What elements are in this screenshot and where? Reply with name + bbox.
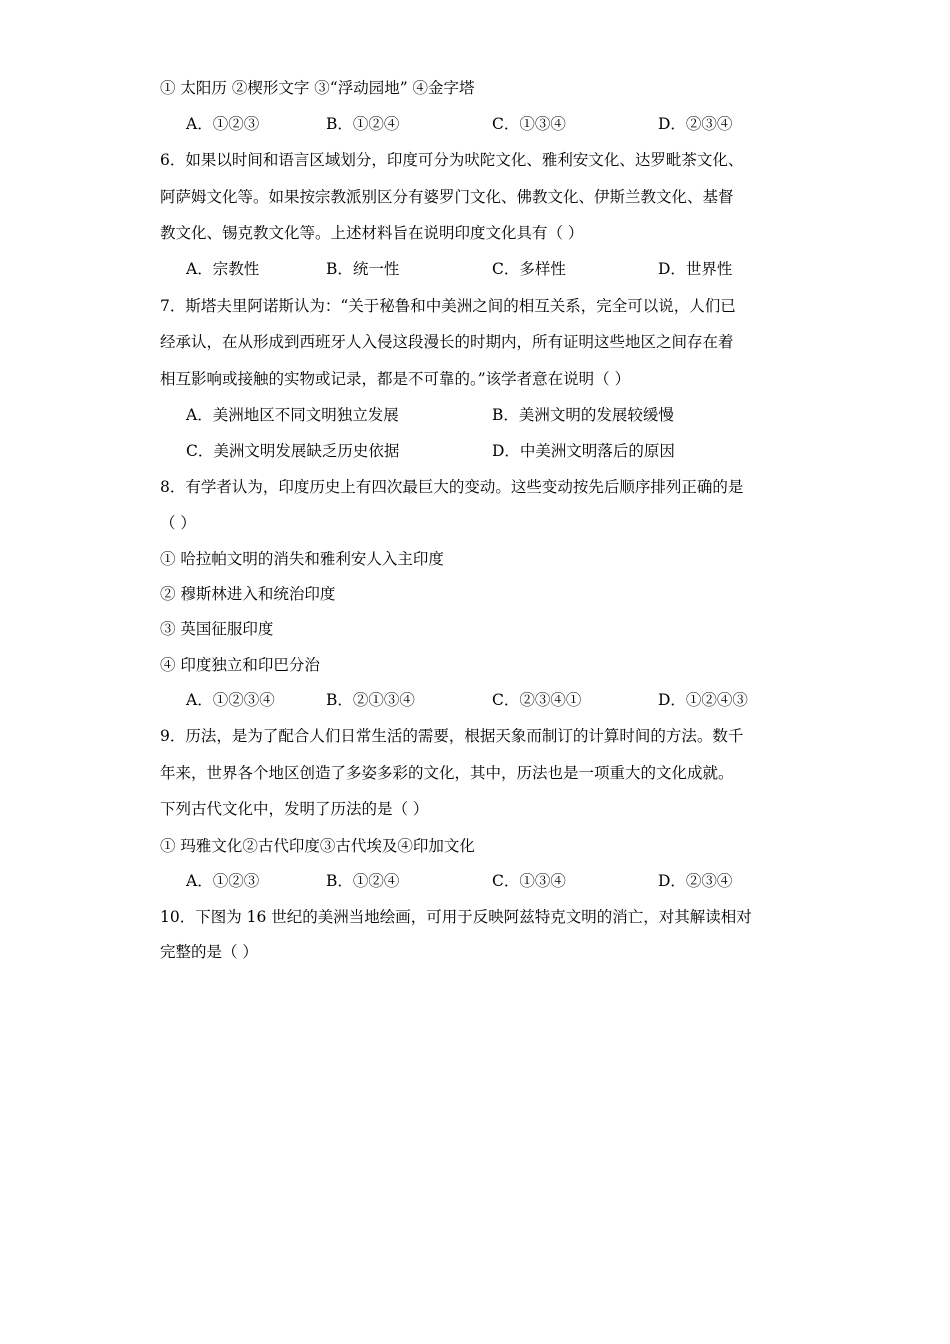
q6-option-d: D．世界性 [658,260,733,278]
q8-option-a: A．①②③④ [186,691,275,709]
q9-option-a: A．①②③ [186,872,260,890]
q5-option-a: A．①②③ [186,115,260,133]
q5-option-d: D．②③④ [658,115,733,133]
q6-option-c: C．多样性 [492,260,566,278]
q6-line-2: 阿萨姆文化等。如果按宗教派别区分有婆罗门文化、佛教文化、伊斯兰教文化、基督 [160,188,734,206]
q8-item-3: ③ 英国征服印度 [160,620,274,638]
q7-line-1: 7．斯塔夫里阿诺斯认为：“关于秘鲁和中美洲之间的相互关系，完全可以说，人们已 [160,297,736,315]
q5-items: ① 太阳历 ②楔形文字 ③“浮动园地” ④金字塔 [160,79,475,97]
q9-line-3: 下列古代文化中，发明了历法的是（ ） [160,800,429,818]
q9-items: ① 玛雅文化②古代印度③古代埃及④印加文化 [160,837,475,855]
q7-line-2: 经承认，在从形成到西班牙人入侵这段漫长的时期内，所有证明这些地区之间存在着 [160,333,734,351]
q9-line-1: 9．历法，是为了配合人们日常生活的需要，根据天象而制订的计算时间的方法。数千 [160,727,744,745]
q9-line-2: 年来，世界各个地区创造了多姿多彩的文化，其中，历法也是一项重大的文化成就。 [160,764,734,782]
q7-option-a: A．美洲地区不同文明独立发展 [186,406,399,424]
q6-option-b: B．统一性 [326,260,400,278]
q7-option-c: C．美洲文明发展缺乏历史依据 [186,442,400,460]
q7-line-3: 相互影响或接触的实物或记录，都是不可靠的。”该学者意在说明（ ） [160,370,631,388]
q7-option-b: B．美洲文明的发展较缓慢 [492,406,674,424]
q9-option-d: D．②③④ [658,872,733,890]
q8-option-c: C．②③④① [492,691,582,709]
q8-item-1: ① 哈拉帕文明的消失和雅利安人入主印度 [160,550,444,568]
q6-option-a: A．宗教性 [186,260,260,278]
q7-option-d: D．中美洲文明落后的原因 [492,442,675,460]
q8-line-1: 8．有学者认为，印度历史上有四次最巨大的变动。这些变动按先后顺序排列正确的是 [160,478,744,496]
q5-option-b: B．①②④ [326,115,400,133]
q8-item-4: ④ 印度独立和印巴分治 [160,656,320,674]
q6-line-3: 教文化、锡克教文化等。上述材料旨在说明印度文化具有（ ） [160,224,584,242]
q8-line-2: （ ） [160,514,196,532]
q10-line-2: 完整的是（ ） [160,943,258,961]
q10-line-1: 10．下图为 16 世纪的美洲当地绘画，可用于反映阿兹特克文明的消亡，对其解读相对 [160,908,752,926]
q9-option-c: C．①③④ [492,872,566,890]
q6-line-1: 6．如果以时间和语言区域划分，印度可分为吠陀文化、雅利安文化、达罗毗茶文化、 [160,151,744,169]
q5-option-c: C．①③④ [492,115,566,133]
q8-option-b: B．②①③④ [326,691,415,709]
q9-option-b: B．①②④ [326,872,400,890]
q8-option-d: D．①②④③ [658,691,748,709]
q8-item-2: ② 穆斯林进入和统治印度 [160,585,336,603]
